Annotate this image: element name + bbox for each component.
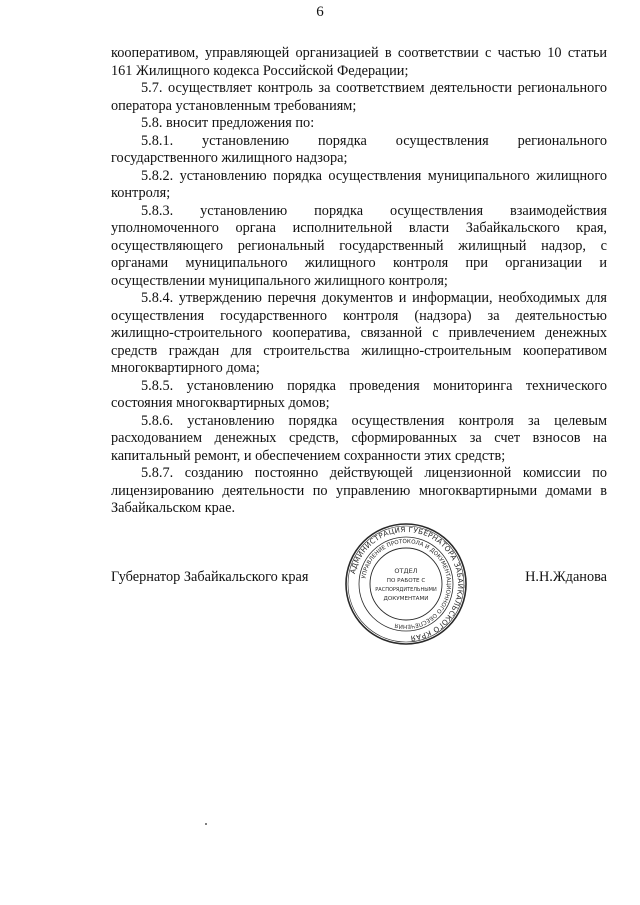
paragraph-5-8-5: 5.8.5. установлению порядка проведения мониторинга технического состояния многоквартирных домов; [111,377,607,411]
official-stamp [344,522,468,646]
stamp-center-line-1: ОТДЕЛ [394,567,418,575]
page-number: 6 [316,4,324,20]
paragraph-5-8-1: 5.8.1. установлению порядка осуществления регионального государственного жилищного надзора; [111,132,607,166]
stray-mark [205,823,207,825]
paragraph-5-8-7: 5.8.7. созданию постоянно действующей лицензионной комиссии по лицензированию деятельности по управлению многоквартирными домами в Забайкальском крае. [111,465,607,516]
stamp-inner-text: УПРАВЛЕНИЕ ПРОТОКОЛА И ДОКУМЕНТАЦИОННОГО ОБЕСПЕЧЕНИЯ [361,538,452,630]
paragraph-5-8-2: 5.8.2. установлению порядка осуществления муниципального жилищного контроля; [111,167,607,201]
stamp-center-line-4: ДОКУМЕНТАМИ [383,596,429,602]
paragraph-5-8-4: 5.8.4. утверждению перечня документов и информации, необходимых для осуществления государственного контроля (надзора) за деятельностью жилищно-строительного кооператива, связанной с привлечением денежных средств граждан для строительства жилищно-строительным кооперативом многоквартирного дома; [111,290,607,376]
stamp-center-line-2: ПО РАБОТЕ С [386,578,426,584]
paragraph-5-8-6: 5.8.6. установлению порядка осуществления контроля за целевым расходованием денежных средств, сформированных за счет взносов на капитальный ремонт, и обеспечением сохранности этих средств; [111,412,607,464]
stamp-center-line-3: РАСПОРЯДИТЕЛЬНЫМИ [375,587,437,593]
stamp-inner-border [370,548,442,620]
paragraph-5-8-3: 5.8.3. установлению порядка осуществления взаимодействия уполномоченного органа исполнительной власти Забайкальского края, осуществляющего региональный государственный жилищный надзор, с органами муниципального жилищного контроля при организации и осуществлении муниципального жилищного контроля; [111,202,607,289]
paragraph-5-8: 5.8. вносит предложения по: [141,115,315,131]
stamp-outer-text: АДМИНИСТРАЦИЯ ГУБЕРНАТОРА ЗАБАЙКАЛЬСКОГО КРАЯ [348,524,466,643]
signature-name: Н.Н.Жданова [525,569,607,585]
paragraph-5-7: 5.7. осуществляет контроль за соответствием деятельности регионального оператора установленным требованиям; [111,80,607,114]
stamp-graphic [344,522,468,646]
signature-title: Губернатор Забайкальского края [111,569,309,585]
paragraph-continuation: кооперативом, управляющей организацией в соответствии с частью 10 статьи 161 Жилищного кодекса Российской Федерации; [111,45,607,79]
document-body [111,45,607,518]
